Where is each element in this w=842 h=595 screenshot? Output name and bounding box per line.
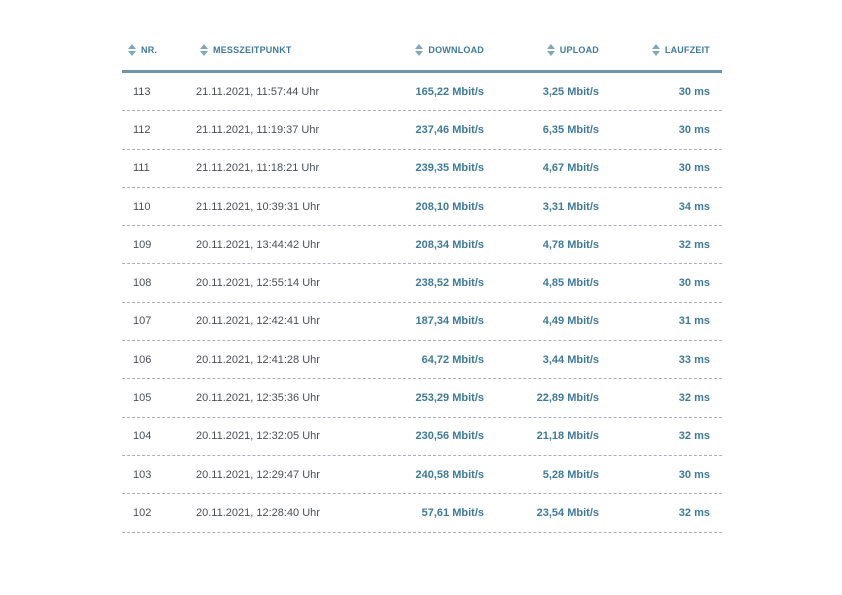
table-header [122,30,722,73]
cell-time: 20.11.2021, 12:32:05 Uhr [196,430,320,443]
cell-time: 21.11.2021, 10:39:31 Uhr [196,200,320,213]
sort-by-upload-header[interactable] [547,30,599,70]
cell-latency: 31 ms [678,315,710,328]
cell-nr: 105 [133,392,152,405]
cell-time: 20.11.2021, 12:42:41 Uhr [196,315,320,328]
cell-time: 20.11.2021, 12:28:40 Uhr [196,506,320,519]
sort-up-down-icon [652,44,660,56]
table-row [122,494,722,532]
cell-latency: 32 ms [678,430,710,443]
cell-nr: 107 [133,315,152,328]
cell-download: 239,35 Mbit/s [415,162,484,175]
table-row [122,111,722,149]
cell-latency: 30 ms [678,277,710,290]
cell-time: 20.11.2021, 12:55:14 Uhr [196,277,320,290]
cell-latency: 32 ms [678,238,710,251]
cell-download: 208,34 Mbit/s [415,238,484,251]
cell-time: 20.11.2021, 13:44:42 Uhr [196,238,320,251]
table-row [122,226,722,264]
cell-upload: 3,44 Mbit/s [542,353,599,366]
cell-download: 240,58 Mbit/s [415,468,484,481]
cell-upload: 4,49 Mbit/s [542,315,599,328]
table-row [122,379,722,417]
cell-download: 238,52 Mbit/s [415,277,484,290]
cell-download: 64,72 Mbit/s [421,353,484,366]
cell-latency: 30 ms [678,85,710,98]
cell-nr: 112 [133,123,151,136]
header-label-download: DOWNLOAD [428,45,484,55]
cell-download: 57,61 Mbit/s [421,506,484,519]
cell-upload: 6,35 Mbit/s [542,123,599,136]
cell-nr: 104 [133,430,152,443]
table-row [122,264,722,302]
header-label-time: MESSZEITPUNKT [213,45,292,55]
sort-by-time-header[interactable] [200,30,292,70]
cell-download: 187,34 Mbit/s [415,315,484,328]
cell-time: 21.11.2021, 11:18:21 Uhr [196,162,320,175]
sort-up-down-icon [547,44,555,56]
cell-upload: 5,28 Mbit/s [542,468,599,481]
cell-upload: 21,18 Mbit/s [536,430,599,443]
cell-upload: 4,78 Mbit/s [542,238,599,251]
table-row [122,303,722,341]
table-row [122,188,722,226]
cell-download: 230,56 Mbit/s [415,430,484,443]
table-row [122,150,722,188]
cell-latency: 30 ms [678,123,710,136]
cell-nr: 110 [133,200,151,213]
cell-time: 20.11.2021, 12:35:36 Uhr [196,392,320,405]
cell-upload: 3,25 Mbit/s [542,85,599,98]
cell-nr: 108 [133,277,152,290]
sort-by-download-header[interactable] [415,30,484,70]
cell-time: 20.11.2021, 12:29:47 Uhr [196,468,320,481]
cell-upload: 23,54 Mbit/s [536,506,599,519]
cell-latency: 30 ms [678,468,710,481]
cell-nr: 103 [133,468,152,481]
sort-up-down-icon [128,44,136,56]
cell-upload: 4,67 Mbit/s [542,162,599,175]
sort-up-down-icon [415,44,423,56]
cell-upload: 3,31 Mbit/s [542,200,599,213]
header-label-latency: LAUFZEIT [664,45,710,55]
cell-latency: 34 ms [678,200,710,213]
cell-nr: 109 [133,238,152,251]
table-row [122,341,722,379]
sort-by-nr-header[interactable] [128,30,157,70]
measurement-table [122,30,722,533]
cell-download: 165,22 Mbit/s [415,85,484,98]
table-row [122,418,722,456]
header-label-upload: UPLOAD [559,45,599,55]
cell-latency: 32 ms [678,392,710,405]
header-label-nr: NR. [141,45,158,55]
cell-time: 21.11.2021, 11:19:37 Uhr [196,123,320,136]
cell-download: 237,46 Mbit/s [415,123,484,136]
cell-latency: 33 ms [678,353,710,366]
cell-latency: 30 ms [678,162,710,175]
cell-nr: 113 [133,85,151,98]
cell-upload: 4,85 Mbit/s [542,277,599,290]
cell-download: 208,10 Mbit/s [415,200,484,213]
cell-nr: 102 [133,506,152,519]
cell-time: 20.11.2021, 12:41:28 Uhr [196,353,320,366]
cell-nr: 106 [133,353,152,366]
table-row [122,73,722,111]
table-row [122,456,722,494]
cell-nr: 111 [133,162,150,175]
cell-time: 21.11.2021, 11:57:44 Uhr [196,85,320,98]
cell-latency: 32 ms [678,506,710,519]
cell-download: 253,29 Mbit/s [415,392,484,405]
sort-by-latency-header[interactable] [652,30,710,70]
sort-up-down-icon [200,44,208,56]
cell-upload: 22,89 Mbit/s [536,392,599,405]
